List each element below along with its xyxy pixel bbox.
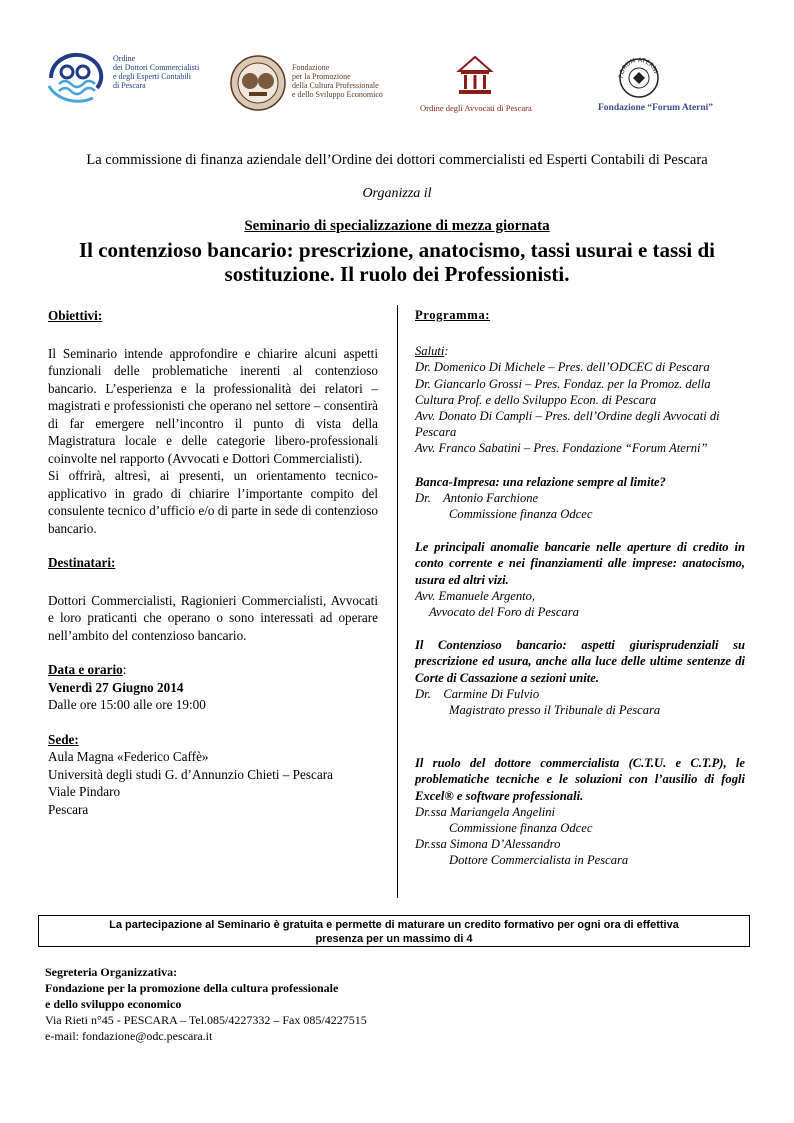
- event-date: Venerdì 27 Giugno 2014: [48, 679, 184, 695]
- sede-heading: Sede:: [48, 731, 79, 747]
- saluti-colon: :: [444, 344, 449, 359]
- obiettivi-heading: Obiettivi:: [48, 308, 103, 323]
- aterni-logo-text: Fondazione “Forum Aterni”: [598, 103, 714, 113]
- column-divider: [397, 305, 398, 898]
- credit-notice: [38, 915, 750, 947]
- footer-label: Segreteria Organizzativa:: [45, 965, 178, 979]
- odcec-line: dei Dottori Commercialisti: [113, 63, 200, 72]
- fondazione-logo-text: [292, 63, 402, 99]
- destinatari-text: Dottori Commercialisti, Ragionieri Commercialisti, Avvocati e loro praticanti che operano o sono interessati ad operare nell’ambito del contenzioso bancario.: [48, 592, 378, 643]
- sede-line: Viale Pindaro: [48, 784, 121, 799]
- fondazione-seal: [229, 54, 287, 112]
- notice-line: La partecipazione al Seminario è gratuita e permette di maturare un credito formativo per ogni ora di effettiva: [109, 919, 679, 931]
- talk-role: Commissione finanza Odcec: [449, 821, 593, 836]
- talk-title: Banca-Impresa: una relazione sempre al limite?: [415, 474, 666, 489]
- talk-role: Avvocato del Foro di Pescara: [429, 605, 579, 620]
- talk-speaker: Dr.ssa Simona D’Alessandro: [415, 837, 561, 852]
- data-label: Data e orario: [48, 662, 123, 677]
- odcec-logo-text: [113, 54, 203, 90]
- seminar-title: Il contenzioso bancario: prescrizione, anatocismo, tassi usurai e tassi di sostituzione. Il ruolo dei Professionisti.: [78, 238, 715, 286]
- odcec-line: di Pescara: [113, 81, 146, 90]
- fondazione-line: e dello Sviluppo Economico: [292, 90, 383, 99]
- talk-speaker: Dr. Antonio Farchione: [415, 490, 539, 505]
- notice-line: presenza per un massimo di 4: [315, 933, 473, 945]
- saluti-line: Avv. Donato Di Campli – Pres. dell’Ordine degli Avvocati di Pescara: [415, 409, 720, 440]
- fondazione-line: Fondazione: [292, 63, 330, 72]
- sede-line: Pescara: [48, 801, 89, 817]
- odcec-line: Ordine: [113, 54, 136, 63]
- saluti-heading: [415, 343, 745, 359]
- fondazione-line: per la Promozione: [292, 72, 351, 81]
- logo-row: [0, 40, 794, 130]
- obiettivi-paragraph-2: Si offrirà, altresì, ai presenti, un orientamento tecnico-applicativo in grado di chiarire l’importante compito del consulente tecnico d’ufficio e/o di parte in sede di contenzioso bancario.: [48, 468, 378, 536]
- event-time: Dalle ore 15:00 alle ore 19:00: [48, 697, 206, 712]
- talk-title: Le principali anomalie bancarie nelle aperture di credito in conto corrente e nei finanziamenti alle imprese: anatocismo, usura ed altri vizi.: [415, 540, 745, 587]
- talk-speaker: Dr.ssa Mariangela Angelini: [415, 804, 556, 819]
- obiettivi-paragraph: Il Seminario intende approfondire e chiarire alcuni aspetti funzionali delle problematiche inerenti al contenzioso bancario. L’esperienza e la professionalità dei relatori – magistrati e professionisti che operano nel settore – consentirà di far emergere nell’incontro il punto di vista della Magistratura locale e delle categorie libero-professionali coinvolte nel rapporto (Avvocati e Dottori Commercialisti).: [48, 345, 378, 466]
- destinatari-heading: Destinatari:: [48, 555, 116, 570]
- talk-role: Magistrato presso il Tribunale di Pescara: [449, 703, 661, 718]
- saluti-line: Dr. Domenico Di Michele – Pres. dell’ODCEC di Pescara: [415, 360, 710, 375]
- forum-aterni-seal: [617, 54, 661, 100]
- talk-speaker: Dr. Carmine Di Fulvio: [415, 686, 540, 701]
- svg-text:FORUM ATERNI: FORUM ATERNI: [617, 56, 660, 79]
- footer-email: e-mail: fondazione@odc.pescara.it: [45, 1029, 213, 1043]
- right-column: [415, 307, 745, 869]
- talk-title: Il Contenzioso bancario: aspetti giurisprudenziali su prescrizione ed usura, anche alla luce delle ultime sentenze di Corte di Cassazione a sezioni unite.: [415, 638, 745, 685]
- sede-line: Università degli studi G. d’Annunzio Chieti – Pescara: [48, 766, 333, 782]
- saluti-line: Avv. Franco Sabatini – Pres. Fondazione “Forum Aterni”: [415, 441, 708, 456]
- seminar-subtitle: Seminario di specializzazione di mezza giornata: [244, 218, 550, 234]
- fondazione-line: della Cultura Professionale: [292, 81, 379, 90]
- avvocati-logo: [455, 53, 495, 97]
- programma-heading: Programma:: [415, 308, 491, 322]
- left-column: [48, 307, 378, 818]
- talk-role: Commissione finanza Odcec: [449, 507, 593, 522]
- saluti-line: Dr. Giancarlo Grossi – Pres. Fondaz. per la Promoz. della Cultura Prof. e dello Sviluppo Econ. di Pescara: [415, 376, 711, 407]
- organizza-text: Organizza il: [362, 186, 432, 201]
- odcec-logo: [45, 48, 111, 110]
- footer-address: Via Rieti n°45 - PESCARA – Tel.085/4227332 – Fax 085/4227515: [45, 1013, 367, 1027]
- saluti-label: Saluti: [415, 344, 445, 359]
- data-colon: :: [122, 662, 127, 677]
- talk-speaker: Avv. Emanuele Argento,: [415, 588, 536, 603]
- avvocati-logo-text: Ordine degli Avvocati di Pescara: [420, 103, 532, 113]
- data-heading: [48, 661, 378, 679]
- talk-role: Dottore Commercialista in Pescara: [449, 853, 629, 868]
- sede-line: Aula Magna «Federico Caffè»: [48, 749, 209, 764]
- footer-org: Fondazione per la promozione della cultura professionale: [45, 981, 339, 995]
- talk-title: Il ruolo del dottore commercialista (C.T.U. e C.T.P), le problematiche tecniche e le soluzioni con l’ausilio di fogli Excel® e software professionali.: [415, 756, 745, 803]
- footer-org: e dello sviluppo economico: [45, 997, 182, 1011]
- odcec-line: e degli Esperti Contabili: [113, 72, 191, 81]
- commission-intro: La commissione di finanza aziendale dell’Ordine dei dottori commercialisti ed Esperti Contabili di Pescara: [86, 152, 708, 168]
- footer: [45, 964, 545, 1044]
